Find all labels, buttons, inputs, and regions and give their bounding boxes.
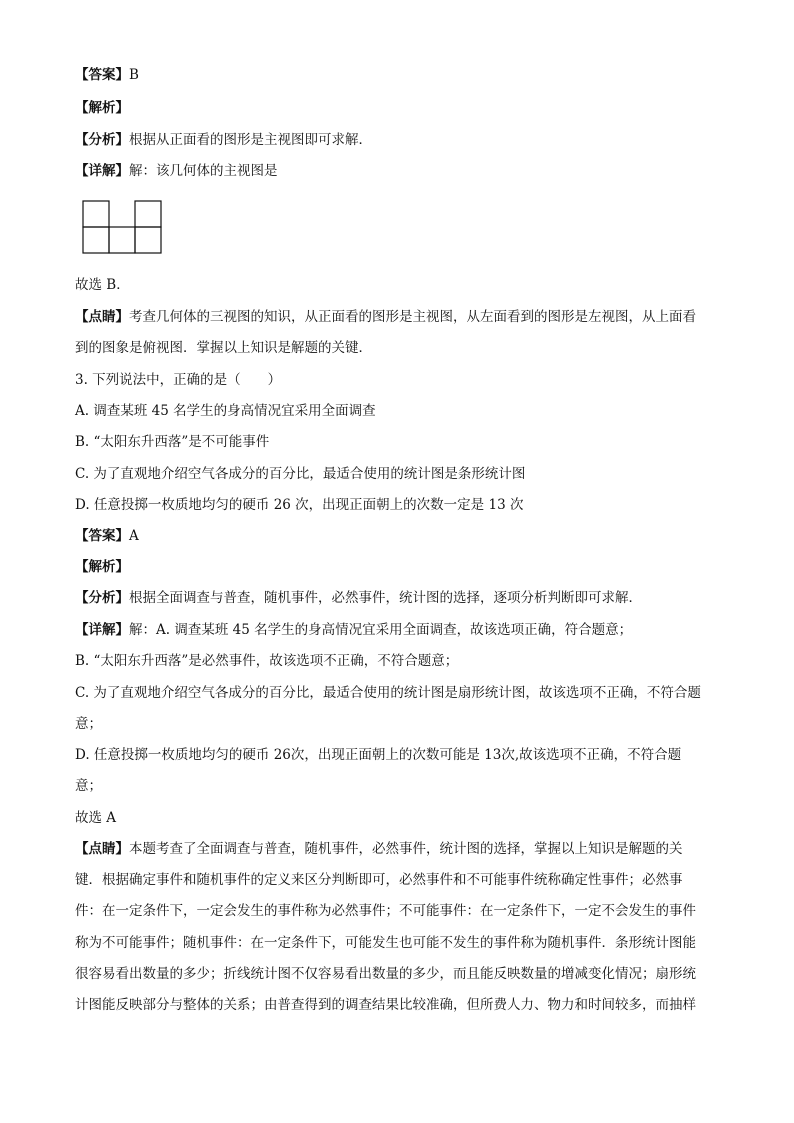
q3-xiangjie-d1: D. 任意投掷一枚质地均匀的硬币 26次，出现正面朝上的次数可能是 13次,故该选项不正确，不符合题 bbox=[75, 747, 682, 763]
q3-dianjing-line3: 件：在一定条件下，一定会发生的事件称为必然事件；不可能事件：在一定条件下，一定不会发生的事件 bbox=[75, 903, 696, 919]
q3-dianjing-line1 bbox=[75, 840, 683, 858]
fenxi-text: 根据全面调查与普查，随机事件，必然事件，统计图的选择，逐项分析判断即可求解． bbox=[129, 590, 642, 606]
q2-dianjing-line2: 到的图象是俯视图．掌握以上知识是解题的关键． bbox=[75, 340, 372, 356]
q3-fenxi-line bbox=[75, 589, 642, 607]
view-square-bottom-right bbox=[135, 227, 161, 253]
q3-option-a: A. 调查某班 45 名学生的身高情况宜采用全面调查 bbox=[75, 403, 376, 419]
dianjing-tag: 【点睛】 bbox=[75, 841, 129, 857]
q3-option-b: B. “太阳东升西落”是不可能事件 bbox=[75, 434, 270, 450]
view-square-top-right bbox=[135, 201, 161, 227]
q3-stem: 3. 下列说法中，正确的是（ ） bbox=[75, 372, 282, 388]
q2-answer-line bbox=[75, 66, 139, 84]
dianjing-tag: 【点睛】 bbox=[75, 309, 129, 325]
answer-tag: 【答案】 bbox=[75, 67, 129, 83]
view-square-top-left bbox=[83, 201, 109, 227]
dianjing-text: 本题考查了全面调查与普查，随机事件，必然事件，统计图的选择，掌握以上知识是解题的关 bbox=[129, 841, 683, 857]
fenxi-text: 根据从正面看的图形是主视图即可求解． bbox=[129, 132, 372, 148]
q3-dianjing-line6: 计图能反映部分与整体的关系；由普查得到的调查结果比较准确，但所费人力、物力和时间较多，而抽样 bbox=[75, 997, 696, 1013]
view-square-bottom-middle bbox=[109, 227, 135, 253]
answer-value: A bbox=[129, 528, 139, 544]
xiangjie-tag: 【详解】 bbox=[75, 163, 129, 179]
q3-xiangjie-c2: 意； bbox=[75, 716, 102, 732]
q3-xiangjie-a bbox=[75, 621, 632, 639]
analysis-tag: 【解析】 bbox=[75, 100, 129, 116]
q2-fenxi-line bbox=[75, 131, 372, 149]
q3-analysis-heading bbox=[75, 558, 129, 576]
q3-option-c: C. 为了直观地介绍空气各成分的百分比，最适合使用的统计图是条形统计图 bbox=[75, 466, 526, 482]
fenxi-tag: 【分析】 bbox=[75, 590, 129, 606]
q3-dianjing-line5: 很容易看出数量的多少；折线统计图不仅容易看出数量的多少，而且能反映数量的增减变化情况；扇形统 bbox=[75, 966, 696, 982]
main-view-diagram bbox=[82, 200, 162, 254]
q3-xiangjie-b: B. “太阳东升西落”是必然事件，故该选项不正确，不符合题意； bbox=[75, 653, 459, 669]
dianjing-text: 考查几何体的三视图的知识，从正面看的图形是主视图，从左面看到的图形是左视图，从上面看 bbox=[129, 309, 696, 325]
xiangjie-text: 解：A. 调查某班 45 名学生的身高情况宜采用全面调查，故该选项正确，符合题意； bbox=[129, 622, 633, 638]
q3-option-d: D. 任意投掷一枚质地均匀的硬币 26 次，出现正面朝上的次数一定是 13 次 bbox=[75, 497, 524, 513]
q3-xiangjie-c1: C. 为了直观地介绍空气各成分的百分比，最适合使用的统计图是扇形统计图，故该选项不正确，不符合题 bbox=[75, 685, 701, 701]
fenxi-tag: 【分析】 bbox=[75, 132, 129, 148]
q3-dianjing-line4: 称为不可能事件；随机事件：在一定条件下，可能发生也可能不发生的事件称为随机事件．条形统计图能 bbox=[75, 935, 696, 951]
q3-dianjing-line2: 键．根据确定事件和随机事件的定义来区分判断即可，必然事件和不可能事件统称确定性事件；必然事 bbox=[75, 872, 683, 888]
q3-xiangjie-d2: 意； bbox=[75, 778, 102, 794]
q3-answer-line bbox=[75, 527, 139, 545]
answer-value: B bbox=[129, 67, 139, 83]
xiangjie-text: 解：该几何体的主视图是 bbox=[129, 163, 278, 179]
q2-conclusion: 故选 B． bbox=[75, 277, 130, 293]
xiangjie-tag: 【详解】 bbox=[75, 622, 129, 638]
view-square-bottom-left bbox=[83, 227, 109, 253]
analysis-tag: 【解析】 bbox=[75, 559, 129, 575]
q2-xiangjie-line bbox=[75, 162, 278, 180]
q2-analysis-heading bbox=[75, 99, 129, 117]
q2-dianjing-line1 bbox=[75, 308, 696, 326]
answer-tag: 【答案】 bbox=[75, 528, 129, 544]
q3-conclusion: 故选 A bbox=[75, 810, 117, 826]
